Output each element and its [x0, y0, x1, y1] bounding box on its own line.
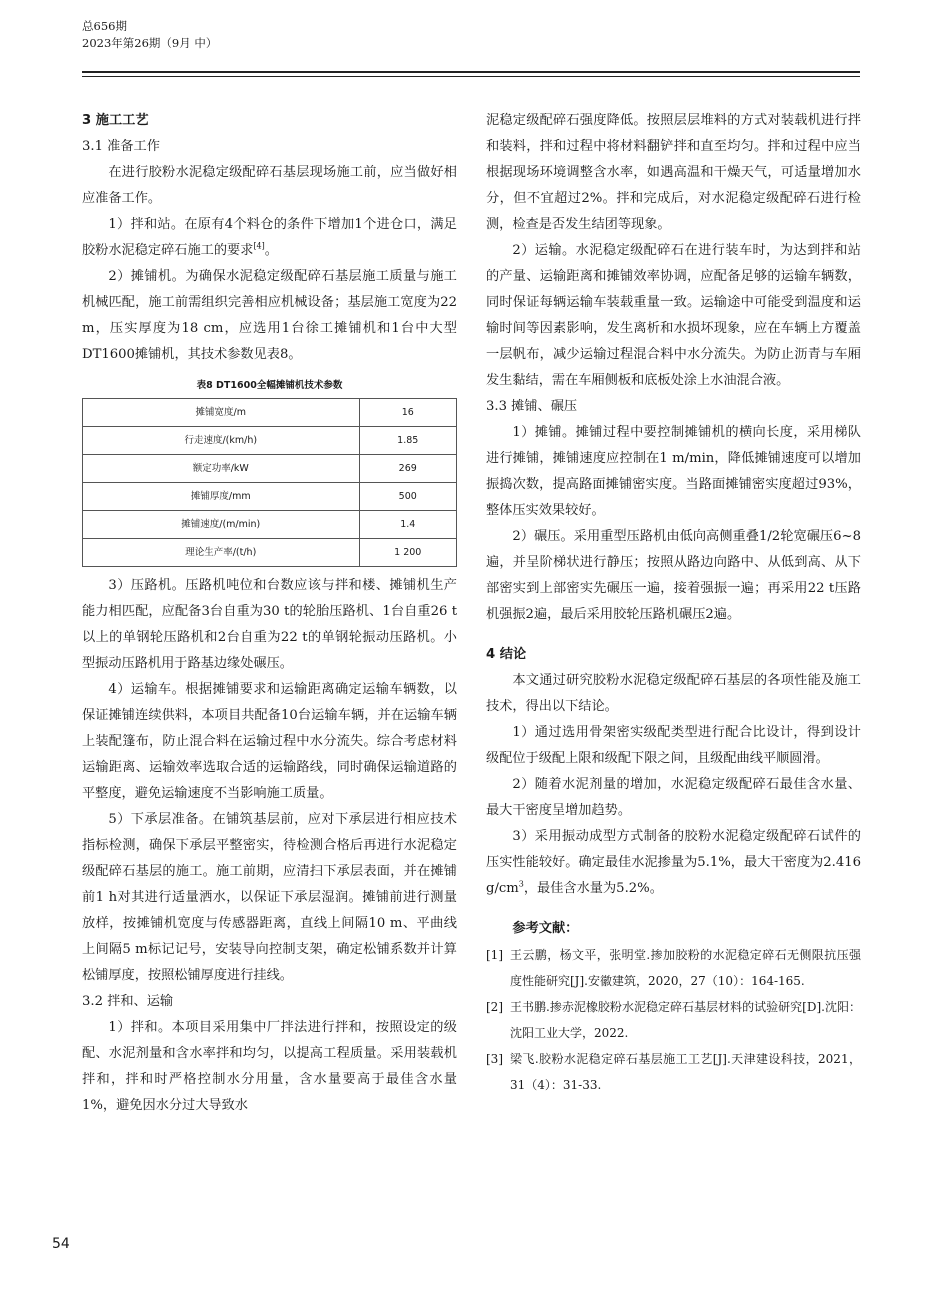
page-number: 54	[52, 1236, 70, 1252]
header-rule-thick	[82, 71, 860, 73]
conclusion-3-end: ，最佳含水量为5.2%。	[523, 881, 663, 896]
paragraph-intro: 在进行胶粉水泥稳定级配碎石基层现场施工前，应当做好相应准备工作。	[82, 165, 457, 206]
paragraph-conclusion-intro: 本文通过研究胶粉水泥稳定级配碎石基层的各项性能及施工技术，得出以下结论。	[486, 673, 861, 714]
reference-text: 王书鹏.掺赤泥橡胶粉水泥稳定碎石基层材料的试验研究[D].沈阳：沈阳工业大学，2022.	[510, 1000, 861, 1040]
param-value-cell: 1 200	[359, 539, 457, 567]
header-rule-thin	[82, 76, 860, 77]
reference-item	[486, 942, 861, 994]
param-name-cell: 额定功率/kW	[83, 455, 360, 483]
references-title: 参考文献：	[512, 921, 579, 936]
references-list	[486, 942, 861, 1098]
param-name-cell: 摊铺速度/(m/min)	[83, 511, 360, 539]
citation-4: [4]	[253, 241, 265, 251]
table-row	[83, 427, 457, 455]
param-value-cell: 1.85	[359, 427, 457, 455]
paragraph-rolling: 2）碾压。采用重型压路机由低向高侧重叠1/2轮宽碾压6~8遍，并呈阶梯状进行静压；按照从路边向路中、从低到高、从下部密实到上部密实先碾压一遍，接着强振一遍；再采用22 t压路机强振2遍，最后采用胶轮压路机碾压2遍。	[486, 529, 861, 622]
param-value-cell: 500	[359, 483, 457, 511]
item-1-end: 。	[264, 243, 278, 258]
section-3-title: 3 施工工艺	[82, 113, 149, 128]
reference-text: 梁飞.胶粉水泥稳定碎石基层施工工艺[J].天津建设科技，2021，31（4）：31-33.	[510, 1052, 861, 1092]
conclusion-3-text: 3）采用振动成型方式制备的胶粉水泥稳定级配碎石试件的压实性能较好。确定最佳水泥掺量为5.1%，最大干密度为2.416 g/cm	[486, 829, 861, 896]
table-row	[83, 511, 457, 539]
reference-text: 王云鹏，杨文平，张明堂.掺加胶粉的水泥稳定碎石无侧限抗压强度性能研究[J].安徽建筑，2020，27（10）：164-165.	[510, 948, 861, 988]
paragraph-paving: 1）摊铺。摊铺过程中要控制摊铺机的横向长度，采用梯队进行摊铺，摊铺速度应控制在1 m/min，降低摊铺速度可以增加振捣次数，提高路面摊铺密实度。当路面摊铺密实度超过93%，整体压实效果较好。	[486, 425, 861, 518]
paragraph-mix: 1）拌和。本项目采用集中厂拌法进行拌和，按照设定的级配、水泥剂量和含水率拌和均匀，以提高工程质量。采用装载机拌和，拌和时严格控制水分用量，含水量要高于最佳含水量1%，避免因水分过大导致水	[82, 1020, 457, 1113]
paragraph-conclusion-3	[486, 824, 861, 902]
issue-detail: 2023年第26期（9月 中）	[82, 36, 218, 50]
param-value-cell: 1.4	[359, 511, 457, 539]
param-value-cell: 269	[359, 455, 457, 483]
right-column	[486, 108, 861, 1098]
paragraph-mix-continued: 泥稳定级配碎石强度降低。按照层层堆料的方式对装载机进行拌和装料，拌和过程中将材料翻铲拌和直至均匀。拌和过程中应当根据现场环境调整含水率，如遇高温和干燥天气，可适量增加水分，但不宜超过2%。拌和完成后，对水泥稳定级配碎石进行检测，检查是否发生结团等现象。	[486, 113, 861, 232]
section-3-1-title: 3.1 准备工作	[82, 139, 160, 154]
left-column	[82, 108, 457, 1119]
paragraph-item-1	[82, 212, 457, 264]
table-8-caption: 表8 DT1600全幅摊铺机技术参数	[196, 380, 343, 391]
table-8	[82, 398, 457, 567]
spacer	[486, 628, 861, 642]
spacer	[486, 902, 861, 916]
paragraph-item-3: 3）压路机。压路机吨位和台数应该与拌和楼、摊铺机生产能力相匹配，应配备3台自重为30 t的轮胎压路机、1台自重26 t以上的单钢轮压路机和2台自重为22 t的单钢轮振动压路机。小型振动压路机用于路基边缘处碾压。	[82, 578, 457, 671]
param-name-cell: 理论生产率/(t/h)	[83, 539, 360, 567]
paragraph-item-4: 4）运输车。根据摊铺要求和运输距离确定运输车辆数，以保证摊铺连续供料，本项目共配备10台运输车辆，并在运输车辆上装配篷布，防止混合料在运输过程中水分流失。综合考虑材料运输距离、运输效率选取合适的运输路线，同时确保运输道路的平整度，避免运输速度不当影响施工质量。	[82, 682, 457, 801]
journal-header	[82, 18, 217, 52]
table-row	[83, 399, 457, 427]
reference-number: [2]	[486, 1000, 503, 1014]
param-name-cell: 行走速度/(km/h)	[83, 427, 360, 455]
param-value-cell: 16	[359, 399, 457, 427]
paragraph-conclusion-2: 2）随着水泥剂量的增加，水泥稳定级配碎石最佳含水量、最大干密度呈增加趋势。	[486, 777, 861, 818]
paragraph-item-2: 2）摊铺机。为确保水泥稳定级配碎石基层施工质量与施工机械匹配，施工前需组织完善相应机械设备；基层施工宽度为22 m，压实厚度为18 cm，应选用1台徐工摊铺机和1台中大型DT1600摊铺机，其技术参数见表8。	[82, 269, 457, 362]
table-row	[83, 539, 457, 567]
item-1-text: 1）拌和站。在原有4个料仓的条件下增加1个进仓口，满足胶粉水泥稳定碎石施工的要求	[82, 217, 457, 258]
table-row	[83, 483, 457, 511]
issue-total: 总656期	[82, 19, 127, 33]
reference-item	[486, 994, 861, 1046]
table-row	[83, 455, 457, 483]
section-3-2-title: 3.2 拌和、运输	[82, 994, 174, 1009]
reference-number: [3]	[486, 1052, 503, 1066]
table-8-body	[83, 399, 457, 567]
reference-item	[486, 1046, 861, 1098]
section-3-3-title: 3.3 摊铺、碾压	[486, 399, 578, 414]
paragraph-conclusion-1: 1）通过选用骨架密实级配类型进行配合比设计，得到设计级配位于级配上限和级配下限之间，且级配曲线平顺圆滑。	[486, 725, 861, 766]
reference-number: [1]	[486, 948, 503, 962]
section-4-title: 4 结论	[486, 647, 527, 662]
paragraph-item-5: 5）下承层准备。在铺筑基层前，应对下承层进行相应技术指标检测，确保下承层平整密实，待检测合格后再进行水泥稳定级配碎石基层的施工。施工前期，应清扫下承层表面，并在摊铺前1 h对其进行适量洒水，以保证下承层湿润。摊铺前进行测量放样，按摊铺机宽度与传感器距离，直线上间隔10 m、平曲线上间隔5 m标记记号，安装导向控制支架，确定松铺系数并计算松铺厚度，按照松铺厚度进行挂线。	[82, 812, 457, 983]
param-name-cell: 摊铺厚度/mm	[83, 483, 360, 511]
param-name-cell: 摊铺宽度/m	[83, 399, 360, 427]
unit-superscript: 3	[518, 879, 524, 889]
paragraph-transport: 2）运输。水泥稳定级配碎石在进行装车时，为达到拌和站的产量、运输距离和摊铺效率协调，应配备足够的运输车辆数，同时保证每辆运输车装载重量一致。运输途中可能受到温度和运输时间等因素影响，发生离析和水损坏现象，应在车辆上方覆盖一层帆布，减少运输过程混合料中水分流失。为防止沥青与车厢发生黏结，需在车厢侧板和底板处涂上水油混合液。	[486, 243, 861, 388]
